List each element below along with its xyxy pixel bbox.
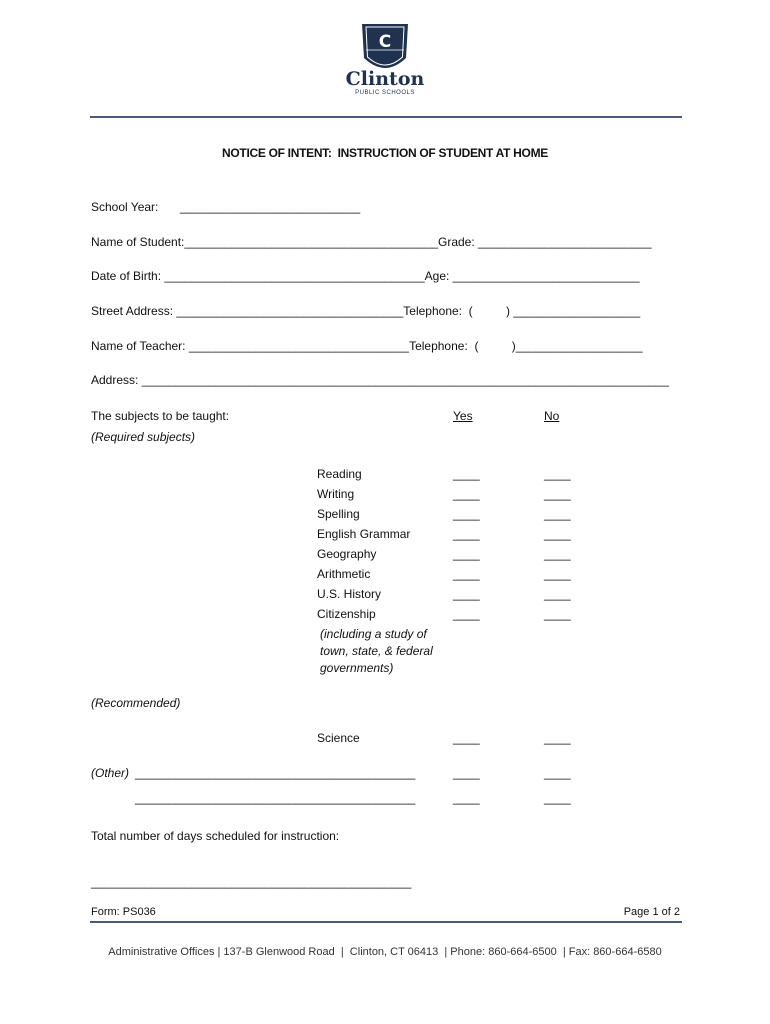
subject-citizenship: Citizenship: [317, 607, 376, 621]
yes-blank[interactable]: ____: [453, 791, 480, 805]
citizenship-note-line: town, state, & federal: [320, 644, 433, 658]
subject-arithmetic: Arithmetic: [317, 567, 371, 581]
svg-text:C: C: [378, 32, 392, 52]
no-blank[interactable]: ____: [544, 487, 571, 501]
total-days-field[interactable]: ________________________________________________: [91, 875, 412, 889]
no-blank[interactable]: ____: [544, 527, 571, 541]
address-field[interactable]: Address: _______________________________________________________________________________: [91, 373, 669, 387]
yes-blank[interactable]: ____: [453, 507, 480, 521]
no-blank[interactable]: ____: [544, 467, 571, 481]
teacher-name-telephone-field[interactable]: Name of Teacher: _________________________________Telephone: ( )___________________: [91, 339, 643, 353]
form-id: Form: PS036: [91, 906, 156, 918]
birth-date-age-field[interactable]: Date of Birth: _______________________________________Age: ____________________________: [91, 269, 640, 283]
other-subject-field[interactable]: __________________________________________: [135, 766, 416, 780]
page-title: NOTICE OF INTENT: INSTRUCTION OF STUDENT AT HOME: [222, 146, 548, 160]
no-column-header: No: [544, 409, 560, 423]
citizenship-note-line: governments): [320, 661, 394, 675]
other-subject-field[interactable]: __________________________________________: [135, 791, 416, 805]
student-name-grade-field[interactable]: Name of Student:______________________________________Grade: __________________________: [91, 235, 652, 249]
no-blank[interactable]: ____: [544, 791, 571, 805]
no-blank[interactable]: ____: [544, 567, 571, 581]
logo-name: Clinton: [345, 68, 425, 90]
street-address-telephone-field[interactable]: Street Address: __________________________________Telephone: ( ) ___________________: [91, 304, 641, 318]
subject-writing: Writing: [317, 487, 355, 501]
yes-blank[interactable]: ____: [453, 527, 480, 541]
no-blank[interactable]: ____: [544, 507, 571, 521]
yes-blank[interactable]: ____: [453, 487, 480, 501]
other-label: (Other): [91, 766, 130, 780]
subject-science: Science: [317, 731, 360, 745]
total-days-label: Total number of days scheduled for instruction:: [91, 829, 340, 843]
school-year-field[interactable]: ___________________________: [180, 200, 361, 214]
logo-subtitle: PUBLIC SCHOOLS: [355, 90, 415, 96]
no-blank[interactable]: ____: [544, 766, 571, 780]
no-blank[interactable]: ____: [544, 547, 571, 561]
required-subjects-label: (Required subjects): [91, 430, 196, 444]
yes-blank[interactable]: ____: [453, 607, 480, 621]
footer-rule: [90, 921, 682, 923]
page-number: Page 1 of 2: [623, 906, 680, 918]
no-blank[interactable]: ____: [544, 587, 571, 601]
yes-blank[interactable]: ____: [453, 766, 480, 780]
recommended-label: (Recommended): [91, 696, 181, 710]
subject-english-grammar: English Grammar: [317, 527, 411, 541]
yes-column-header: Yes: [453, 409, 473, 423]
no-blank[interactable]: ____: [544, 607, 571, 621]
yes-blank[interactable]: ____: [453, 547, 480, 561]
yes-blank[interactable]: ____: [453, 731, 480, 745]
yes-blank[interactable]: ____: [453, 567, 480, 581]
no-blank[interactable]: ____: [544, 731, 571, 745]
subject-reading: Reading: [317, 467, 362, 481]
yes-blank[interactable]: ____: [453, 467, 480, 481]
header-rule: [90, 116, 682, 118]
subject-geography: Geography: [317, 547, 377, 561]
school-year-label: School Year:: [91, 200, 159, 214]
footer-contact: Administrative Offices | 137-B Glenwood Road | Clinton, CT 06413 | Phone: 860-664-6500 | Fax: 860-664-6580: [108, 946, 662, 958]
yes-blank[interactable]: ____: [453, 587, 480, 601]
subject-us-history: U.S. History: [317, 587, 382, 601]
citizenship-note-line: (including a study of: [320, 627, 427, 641]
subjects-intro: The subjects to be taught:: [91, 409, 230, 423]
subject-spelling: Spelling: [317, 507, 360, 521]
